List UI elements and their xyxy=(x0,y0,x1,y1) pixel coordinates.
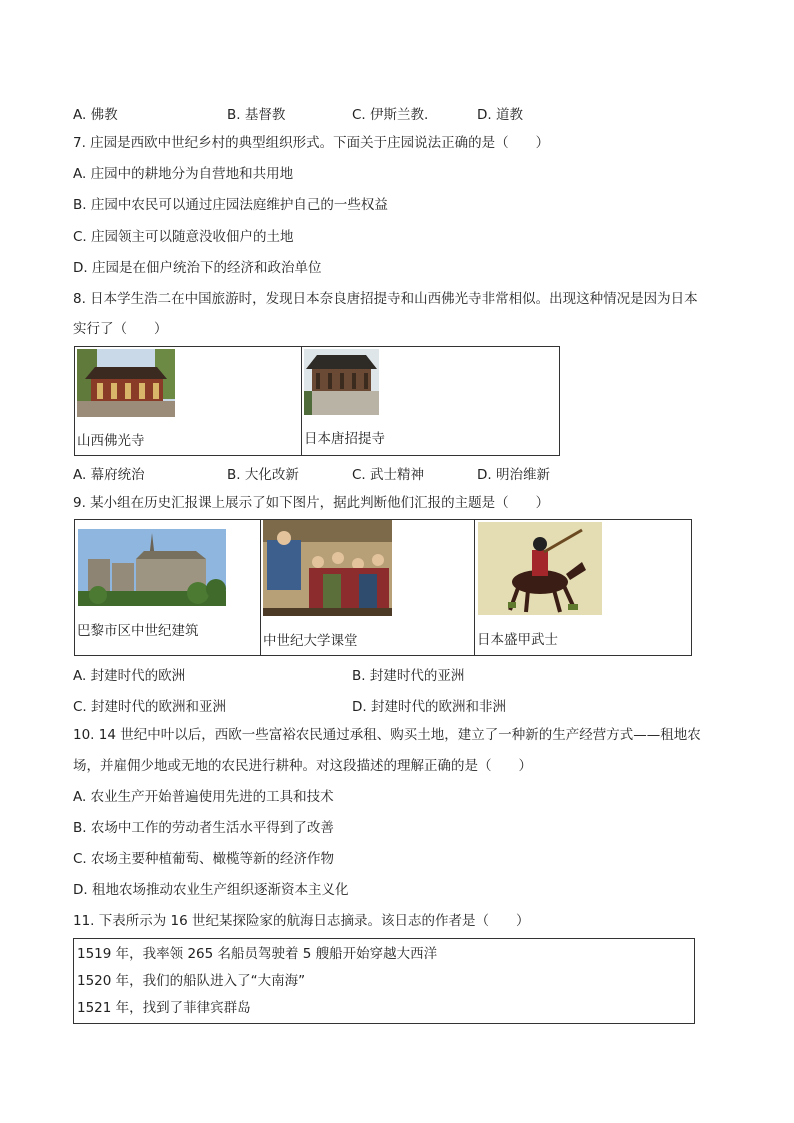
q9-caption-university: 中世纪大学课堂 xyxy=(263,633,358,649)
q8-option-a: A. 幕府统治 xyxy=(73,467,145,483)
q11-log-entry-3: 1521 年，找到了菲律宾群岛 xyxy=(77,1000,251,1016)
q10-option-a: A. 农业生产开始普遍使用先进的工具和技术 xyxy=(73,789,334,805)
q8-image-table xyxy=(74,346,560,456)
q9-option-a: A. 封建时代的欧洲 xyxy=(73,668,186,684)
q11-log-entry-2: 1520 年，我们的船队进入了“大南海” xyxy=(77,973,306,989)
q8-option-c: C. 武士精神 xyxy=(352,467,425,483)
q9-cell-samurai xyxy=(475,520,692,656)
q9-caption-samurai: 日本盛甲武士 xyxy=(477,632,558,648)
q9-option-d: D. 封建时代的欧洲和非洲 xyxy=(352,699,506,715)
q7-option-d: D. 庄园是在佃户统治下的经济和政治单位 xyxy=(73,260,322,276)
q10-option-b: B. 农场中工作的劳动者生活水平得到了改善 xyxy=(73,820,334,836)
q9-option-c: C. 封建时代的欧洲和亚洲 xyxy=(73,699,227,715)
q11-log-entry-1: 1519 年，我率领 265 名船员驾驶着 5 艘船开始穿越大西洋 xyxy=(77,946,438,962)
q9-caption-paris: 巴黎市区中世纪建筑 xyxy=(77,623,199,639)
toshodaiji-temple-image xyxy=(304,349,379,415)
q9-cell-paris xyxy=(75,520,261,656)
q8-cell-toshodaiji xyxy=(302,347,560,456)
q8-option-d: D. 明治维新 xyxy=(477,467,550,483)
q10-stem-line2: 场，并雇佣少地或无地的农民进行耕种。对这段描述的理解正确的是（ ） xyxy=(73,758,532,774)
medieval-classroom-image xyxy=(263,520,392,616)
q11-stem: 11. 下表所示为 16 世纪某探险家的航海日志摘录。该日志的作者是（ ） xyxy=(73,913,530,929)
q8-stem-line2: 实行了（ ） xyxy=(73,321,168,337)
q6-option-a: A. 佛教 xyxy=(73,107,118,123)
q7-stem: 7. 庄园是西欧中世纪乡村的典型组织形式。下面关于庄园说法正确的是（ ） xyxy=(73,135,550,151)
q9-stem: 9. 某小组在历史汇报课上展示了如下图片，据此判断他们汇报的主题是（ ） xyxy=(73,495,550,511)
q9-cell-university xyxy=(261,520,475,656)
q7-option-b: B. 庄园中农民可以通过庄园法庭维护自己的一些权益 xyxy=(73,197,388,213)
q9-image-table xyxy=(74,519,692,656)
q10-option-d: D. 租地农场推动农业生产组织逐渐资本主义化 xyxy=(73,882,349,898)
q8-caption-toshodaiji: 日本唐招提寺 xyxy=(304,431,385,447)
q8-cell-foguang xyxy=(75,347,302,456)
q9-option-b: B. 封建时代的亚洲 xyxy=(352,668,465,684)
q7-option-c: C. 庄园领主可以随意没收佃户的土地 xyxy=(73,229,294,245)
q6-option-b: B. 基督教 xyxy=(227,107,286,123)
q7-option-a: A. 庄园中的耕地分为自营地和共用地 xyxy=(73,166,294,182)
q10-option-c: C. 农场主要种植葡萄、橄榄等新的经济作物 xyxy=(73,851,335,867)
q6-option-d: D. 道教 xyxy=(477,107,523,123)
q8-option-b: B. 大化改新 xyxy=(227,467,299,483)
q11-logbook-table xyxy=(73,938,695,1024)
foguang-temple-image xyxy=(77,349,175,417)
q10-stem-line1: 10. 14 世纪中叶以后，西欧一些富裕农民通过承租、购买土地，建立了一种新的生产经营方式——租地农 xyxy=(73,727,701,743)
q6-option-c: C. 伊斯兰教. xyxy=(352,107,429,123)
armored-samurai-image xyxy=(478,522,602,615)
q8-stem-line1: 8. 日本学生浩二在中国旅游时，发现日本奈良唐招提寺和山西佛光寺非常相似。出现这种情况是因为日本 xyxy=(73,291,698,307)
paris-cathedral-image xyxy=(78,529,226,606)
q8-caption-foguang: 山西佛光寺 xyxy=(77,433,145,449)
